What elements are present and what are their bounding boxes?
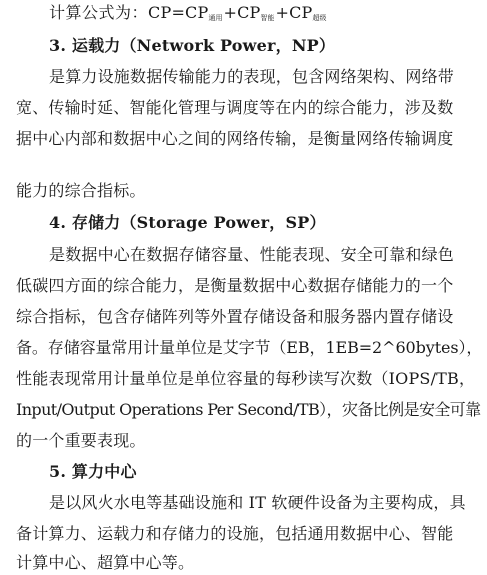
section-4-line-6: Input/Output Operations Per Second/TB），灾备比例是安全可靠 <box>16 400 481 419</box>
formula-line <box>49 3 328 28</box>
section-4-line-7: 的一个重要表现。 <box>16 431 146 450</box>
formula-plus-1: + <box>223 3 238 22</box>
formula-cp-super: CP <box>289 3 313 22</box>
section-5-line-3: 计算中心、超算中心等。 <box>16 553 195 572</box>
formula-cp-total: CP <box>148 3 172 22</box>
formula-sub-smart: 智能 <box>260 14 275 22</box>
section-3-line-4: 能力的综合指标。 <box>16 181 146 200</box>
section-5-heading: 5. 算力中心 <box>49 462 137 481</box>
section-4-line-2: 低碳四方面的综合能力，是衡量数据中心数据存储能力的一个 <box>16 276 454 295</box>
section-4-line-3: 综合指标，包含存储阵列等外置存储设备和服务器内置存储设 <box>16 307 454 326</box>
formula-sub-super: 超级 <box>312 14 327 22</box>
section-4-line-1: 是数据中心在数据存储容量、性能表现、安全可靠和绿色 <box>49 245 455 264</box>
section-3-heading: 3. 运载力（Network Power，NP） <box>49 36 336 55</box>
formula-equals: = <box>171 3 186 22</box>
formula-label: 计算公式为： <box>49 3 149 22</box>
formula-cp-general: CP <box>185 3 209 22</box>
formula-plus-2: + <box>275 3 290 22</box>
formula-sub-general: 通用 <box>208 14 223 22</box>
section-4-heading: 4. 存储力（Storage Power，SP） <box>49 213 326 232</box>
section-5-line-1: 是以风火水电等基础设施和 IT 软硬件设备为主要构成，具 <box>49 493 466 512</box>
section-3-line-3: 据中心内部和数据中心之间的网络传输，是衡量网络传输调度 <box>16 129 454 148</box>
section-4-line-5: 性能表现常用计量单位是单位容量的每秒读写次数（IOPS/TB， <box>16 369 476 388</box>
section-4-line-4: 备。存储容量常用计量单位是艾字节（EB，1EB=2^60bytes）， <box>16 338 483 357</box>
formula-cp-smart: CP <box>237 3 261 22</box>
section-5-line-2: 备计算力、运载力和存储力的设施，包括通用数据中心、智能 <box>16 524 454 543</box>
section-3-line-1: 是算力设施数据传输能力的表现，包含网络架构、网络带 <box>49 67 455 86</box>
section-3-line-2: 宽、传输时延、智能化管理与调度等在内的综合能力，涉及数 <box>16 98 454 117</box>
